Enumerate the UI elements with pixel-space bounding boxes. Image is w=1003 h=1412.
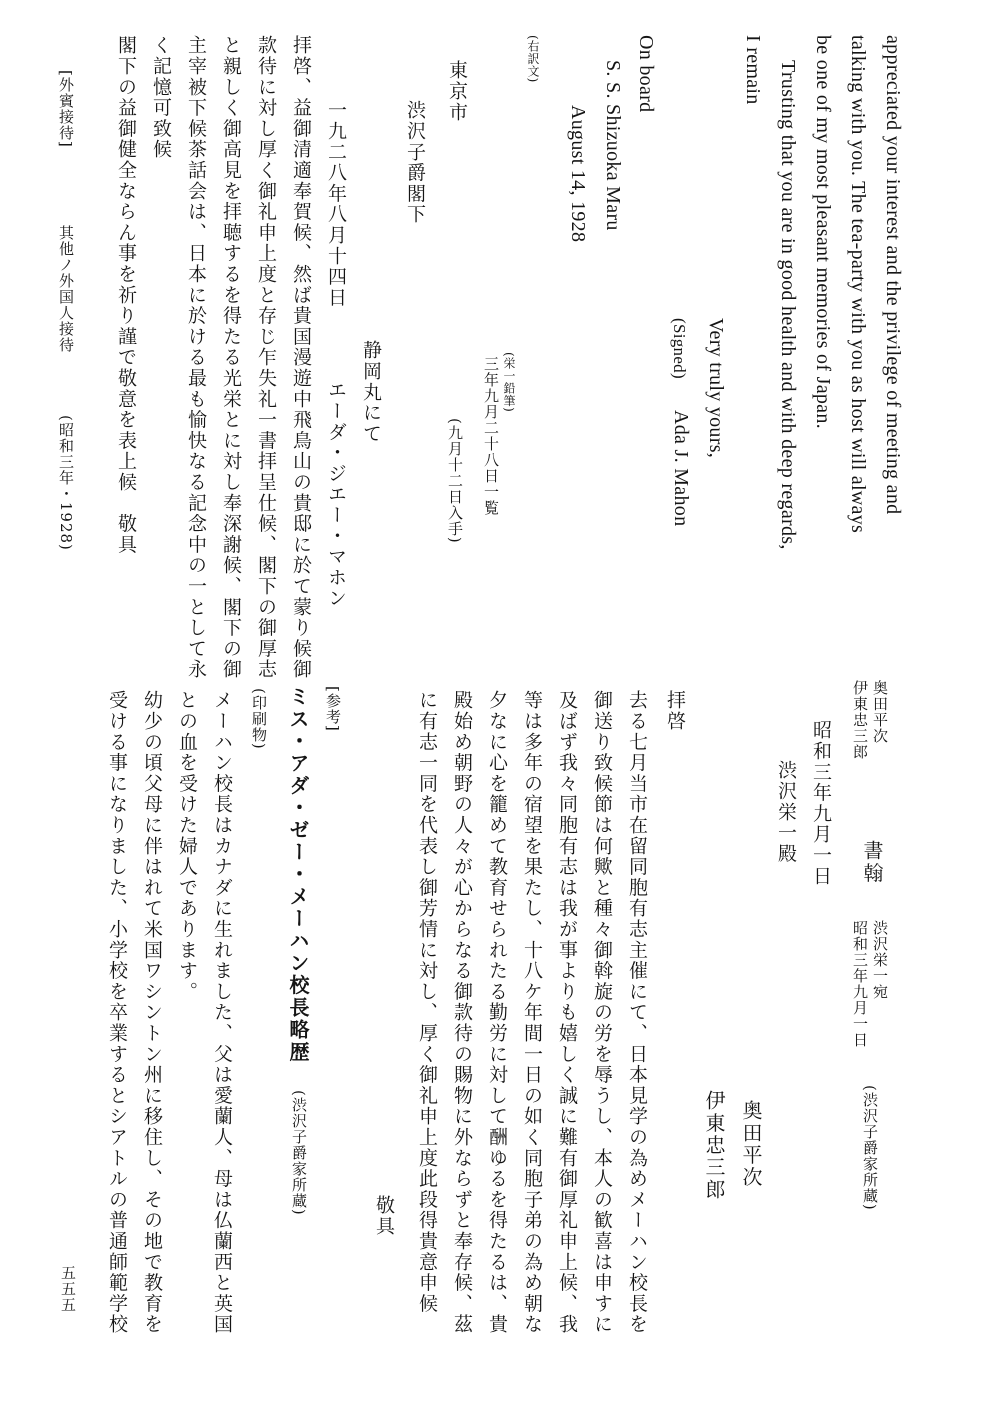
translation-line: 閣下の益御健全ならん事を祈り謹で敬意を表上候 敬具: [115, 35, 137, 555]
reference-line: 受ける事になりました、小学校を卒業するとシアトルの普通師範学校: [106, 690, 128, 1335]
english-letter-line: I remain: [742, 35, 764, 105]
okuda-archive-note: (渋沢子爵家所蔵): [861, 1085, 879, 1211]
okuda-letter-line: 去る七月当市在留同胞有志主催にて、日本見学の為めメーハン校長を: [626, 690, 648, 1335]
translation-line: 拝啓、益御清適奉賀候、然ば貴国漫遊中飛鳥山の貴邸に於て蒙り候御: [290, 35, 312, 680]
addressee: 渋沢子爵閣下: [404, 100, 426, 225]
okuda-doc-type: 書翰: [860, 840, 884, 885]
okuda-sender-name: 伊東忠三郎: [851, 680, 869, 760]
translation-line: く記憶可致候: [150, 35, 172, 160]
translation-line: 款待に対し厚く御礼申上度と存じ乍失礼一書拝呈仕候、閣下の御厚志: [255, 35, 277, 680]
received-note: (九月十二日入手): [446, 418, 464, 544]
okuda-recipient-header: 渋沢栄一宛: [871, 920, 889, 1000]
english-letter-date: August 14, 1928: [567, 105, 589, 243]
translation-line: と親しく御高見を拝聴するを得たる光栄とに対し奉深謝候、閣下の御: [220, 35, 242, 680]
okuda-letter-line: 夕なに心を籠めて教育せられたる勤労に対して酬ゆるを得たるは、貴: [486, 690, 508, 1335]
english-letter-line: talking with you. The tea-party with you as host will always: [847, 35, 869, 534]
read-note: 三年九月二十八日一覧: [482, 356, 500, 516]
reference-line: 幼少の頃父母に伴はれて米国ワシントン州に移住し、その地で教育を: [141, 690, 163, 1335]
page-number: 五五五: [59, 1265, 77, 1313]
okuda-letter-line: に有志一同を代表し御芳情に対し、厚く御礼申上度此段得貴意申候: [416, 690, 438, 1314]
english-signature: Ada J. Mahon: [670, 410, 692, 527]
okuda-letter-line: 等は多年の宿望を果たし、十八ケ年間一日の如く同胞子弟の為め朝な: [521, 690, 543, 1335]
printed-label: (印刷物): [250, 688, 268, 750]
reference-title: ミス・アダ・ゼー・メーハン校長略歴: [286, 686, 310, 1064]
on-board-label: On board: [635, 35, 657, 113]
english-letter-line: appreciated your interest and the privilege of meeting and: [882, 35, 904, 515]
english-letter-line: Trusting that you are in good health and with deep regards,: [777, 60, 799, 550]
okuda-closing: 敬具: [373, 1195, 395, 1237]
translation-place: 静岡丸にて: [360, 340, 382, 444]
okuda-letter-line: 御送り致候節は何歟と種々御斡旋の労を辱うし、本人の歓喜は申すに: [591, 690, 613, 1335]
pencil-note: (栄一鉛筆): [502, 352, 516, 413]
okuda-sender1: 奥田平次: [739, 1100, 763, 1189]
translation-line: 主宰被下候茶話会は、日本に於ける最も愉快なる記念中の一として永: [185, 35, 207, 680]
footer-subcategory: 其他ノ外国人接待: [57, 225, 75, 353]
okuda-sender2: 伊東忠三郎: [702, 1090, 726, 1201]
translation-signer: エーダ・ジエー・マホン: [325, 380, 347, 609]
reference-source-note: (渋沢子爵家所蔵): [290, 1090, 308, 1216]
translation-label: (右訳文): [526, 35, 540, 83]
translation-date: 一九二八年八月十四日: [325, 100, 347, 308]
reference-line: との血を受けた婦人であります。: [176, 690, 198, 1002]
okuda-header-date: 昭和三年九月一日: [851, 920, 869, 1048]
okuda-letter-line: 及ばず我々同胞有志は我が事よりも嬉しく誠に難有御厚礼申上候、我: [556, 690, 578, 1335]
addressee-city: 東京市: [446, 60, 468, 123]
okuda-greeting: 拝啓: [664, 690, 686, 732]
okuda-date: 昭和三年九月一日: [810, 720, 832, 887]
signed-label: (Signed): [670, 318, 689, 379]
english-closing: Very truly yours,: [705, 318, 727, 459]
footer-category: [外賓接待]: [57, 70, 75, 148]
okuda-recipient: 渋沢栄一殿: [775, 760, 797, 864]
okuda-sender-name: 奥田平次: [871, 680, 889, 744]
okuda-letter-line: 殿始め朝野の人々が心からなる御款待の賜物に外ならずと奉存候、茲: [451, 690, 473, 1335]
ship-name: S. S. Shizuoka Maru: [602, 60, 624, 231]
reference-line: メーハン校長はカナダに生れました、父は愛蘭人、母は仏蘭西と英国: [211, 690, 233, 1335]
english-letter-line: be one of my most pleasant memories of Japan.: [812, 35, 834, 429]
footer-era-note: (昭和三年・1928): [57, 415, 75, 551]
reference-label: [参考]: [324, 686, 342, 732]
